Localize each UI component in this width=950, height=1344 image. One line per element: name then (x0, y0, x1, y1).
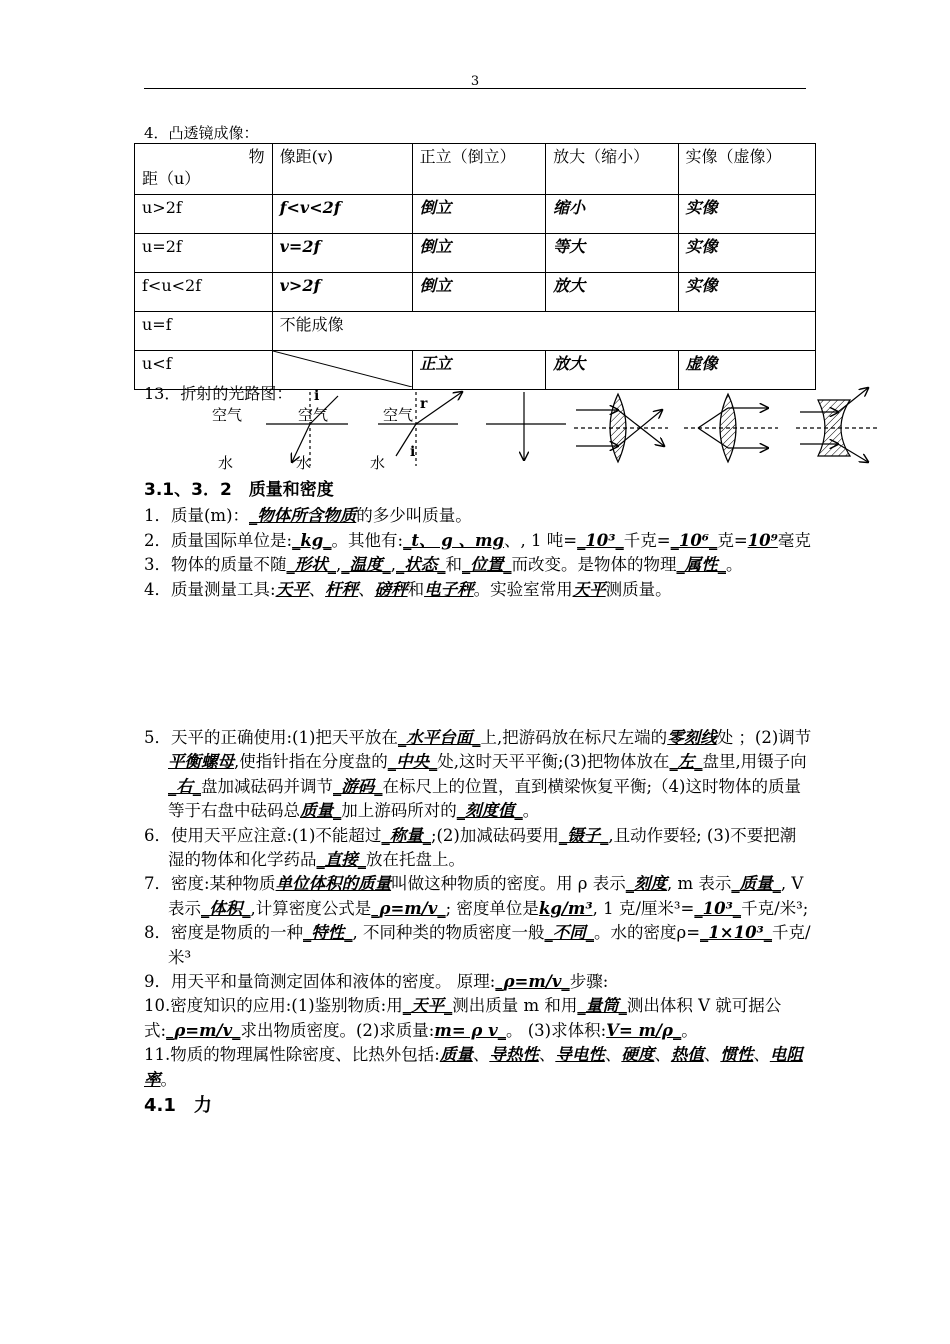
q1-answer: _物体所含物质 (249, 506, 357, 526)
table-cell: v>2f (272, 273, 412, 312)
label-water-3: 水 (370, 454, 386, 472)
q10-answer: m= ρ v_ (434, 1020, 506, 1040)
q7-answer: _ρ=m/v_ (371, 898, 446, 918)
q7-answer: _质量_ (731, 874, 781, 894)
q4-text: 和 (407, 579, 425, 599)
q9-text: 9．用天平和量筒测定固体和液体的密度。 原理: (144, 972, 496, 992)
label-air-1: 空气 (212, 406, 243, 424)
q3-answer: _属性_ (676, 555, 726, 575)
q2-text: 毫克 (777, 530, 811, 550)
lens-imaging-table (134, 143, 816, 390)
q10 (144, 994, 812, 1043)
table-row (135, 234, 816, 273)
q3-text: , (336, 555, 342, 575)
table-cell: u<f (135, 351, 273, 390)
table-cell: 放大 (546, 273, 678, 312)
table-cell: v=2f (272, 234, 412, 273)
q3-text: 和 (445, 555, 462, 575)
q2-text: 千克= (623, 530, 671, 550)
q7 (144, 872, 812, 921)
label-angle-i-1: i (314, 388, 320, 404)
q7-text: , m 表示 (667, 874, 732, 894)
q8-text: 千克/米³ (168, 923, 811, 967)
q3-text: 。 (726, 555, 743, 575)
q5-answer: 平衡螺母 (168, 752, 234, 772)
q8-text: , 不同种类的物质密度一般 (352, 923, 545, 943)
q7-text: 7．密度:某种物质 (144, 874, 276, 894)
q2-answer: _kg_ (292, 530, 332, 550)
q4-answer: 杆秤 (325, 579, 359, 599)
q10-text: 测出质量 m 和用 (452, 996, 578, 1016)
q5-answer: _中央_ (387, 752, 438, 772)
q5 (144, 726, 812, 824)
table-cell: 等大 (546, 234, 678, 273)
q3-answer: _状态_ (396, 555, 446, 575)
q11-text: 、 (753, 1045, 770, 1065)
header-object-distance-a: 物 (248, 147, 265, 166)
table-cell: 倒立 (412, 234, 545, 273)
q5-text: 在标尺上的位置，直到横梁恢复平衡;（4)这时物体的质量等于右盘中砝码总 (168, 776, 801, 821)
q7-answer: kg/m³ (538, 898, 593, 918)
q6-answer: _镊子_ (558, 825, 609, 845)
q11-text: 、 (703, 1045, 721, 1065)
q5-text: 处,这时天平平衡;(3)把物体放在 (437, 752, 670, 772)
table-cell: 不能成像 (272, 312, 815, 351)
q5-answer: _刻度值_ (456, 801, 523, 821)
label-angle-r: r (420, 396, 428, 412)
table-cell-diagonal (272, 351, 412, 390)
header-object-distance (135, 144, 273, 195)
header-image-distance: 像距(v) (272, 144, 412, 195)
q3-answer: _温度_ (341, 555, 391, 575)
q10-answer: _天平_ (402, 996, 453, 1016)
q11-answer: 质量 (439, 1045, 473, 1065)
q10-answer: _ρ=m/v_ (166, 1020, 241, 1040)
q7-answer: 单位体积的质量 (275, 874, 392, 894)
q11-text: 。 (160, 1069, 177, 1089)
header-magnification: 放大（缩小） (546, 144, 678, 195)
refraction-diagrams (205, 386, 885, 472)
q1 (144, 504, 812, 528)
q6-text: ,且动作要轻; (3)不要把潮湿的物体和化学药品 (168, 825, 797, 870)
q7-text: , 1 克/厘米³= (592, 898, 695, 918)
label-air-2: 空气 (298, 406, 329, 424)
refraction-title: 13．折射的光路图： (144, 384, 293, 403)
header-object-distance-b: 距（u） (142, 169, 201, 188)
q11-text: 、 (604, 1045, 622, 1065)
q10-text: 求出物质密度。(2)求质量: (240, 1020, 435, 1040)
q10-text: 。 (3)求体积: (505, 1020, 607, 1040)
q7-text: , V 表示 (168, 874, 804, 918)
header-rule (144, 88, 806, 89)
q6-text: 6．使用天平应注意:(1)不能超过 (144, 825, 382, 845)
q1-text: 1．质量(m)： (144, 506, 250, 526)
q5-text: 处 ；(2)调节 (716, 728, 812, 747)
table-header-row (135, 144, 816, 195)
q4-text: 测质量。 (605, 579, 672, 599)
q11-answer: 电阻率 (144, 1045, 803, 1089)
q5-answer: _游码_ (333, 776, 383, 796)
q10-text: 测出体积 V 就可据公式: (144, 996, 782, 1040)
q11-text: 、 (654, 1045, 671, 1065)
q7-text: ; 密度单位是 (445, 898, 539, 918)
q7-answer: _刻度 (625, 874, 668, 894)
q5-text: 盘里,用镊子向 (702, 752, 807, 772)
q10-text: 10.密度知识的应用:(1)鉴别物质:用 (144, 996, 403, 1016)
q9 (144, 970, 812, 994)
q11 (144, 1043, 812, 1092)
q4-text: 、 (308, 579, 326, 599)
q2-answer: _10³_ (577, 530, 624, 550)
table-cell: 缩小 (546, 195, 678, 234)
q9-text: 步骤: (569, 972, 609, 992)
table-cell: 正立 (412, 351, 545, 390)
q11-answer: 导电性 (555, 1045, 605, 1065)
q5-answer: _右_ (168, 776, 201, 796)
q2-answer: _10⁶_ (670, 530, 718, 550)
q3-answer: _位置_ (462, 555, 512, 575)
table-row (135, 273, 816, 312)
q5-text: 5．天平的正确使用:(1)把天平放在 (144, 728, 398, 747)
q5-text: 上,把游码放在标尺左端的 (480, 728, 668, 747)
q7-text: ,计算密度公式是 (250, 898, 372, 918)
q6-text: 放在托盘上。 (366, 850, 465, 870)
q11-text: 11.物质的物理属性除密度、比热外包括: (144, 1045, 440, 1065)
lens-title: 4．凸透镜成像： (144, 124, 259, 142)
q10-text: 。 (681, 1020, 698, 1040)
q4-answer: 电子秤 (424, 579, 474, 599)
q3-text: 而改变。是物体的物理 (511, 555, 677, 575)
q8-answer: _1×10³_ (700, 923, 773, 943)
q2-text: 、, 1 吨= (504, 530, 578, 550)
table-cell: 实像 (678, 195, 815, 234)
q3-text: , (390, 555, 396, 575)
q2-text: 。其他有: (331, 530, 404, 550)
label-water-2: 水 (296, 454, 312, 472)
table-row (135, 195, 816, 234)
table-cell: 倒立 (412, 273, 545, 312)
q2-text: 克= (717, 530, 748, 550)
q5-text: 。 (522, 801, 540, 821)
q10-answer: _量筒_ (577, 996, 627, 1016)
q6-answer: _称量_ (381, 825, 431, 845)
page-number: 3 (470, 74, 480, 89)
q4-text: 4．质量测量工具: (144, 579, 276, 599)
q10-answer: V= m/ρ_ (606, 1020, 682, 1040)
q11-answer: 惯性 (720, 1045, 754, 1065)
q5-answer: 零刻线 (667, 728, 717, 747)
q7-answer: _10³_ (694, 898, 742, 918)
diagonal-line (273, 351, 412, 387)
q11-answer: 硬度 (621, 1045, 655, 1065)
header-orientation: 正立（倒立） (412, 144, 545, 195)
table-cell: 放大 (546, 351, 678, 390)
q6-answer: _直接_ (316, 850, 366, 870)
label-angle-i-2: i (410, 444, 416, 460)
table-cell: 虚像 (678, 351, 815, 390)
q4-answer: 天平 (275, 579, 309, 599)
label-water-1: 水 (218, 454, 234, 472)
table-cell: u=2f (135, 234, 273, 273)
table-cell: 实像 (678, 234, 815, 273)
q5-text: 盘加减砝码并调节 (201, 776, 333, 796)
next-section-title: 4.1 力 (144, 1095, 212, 1117)
q7-text: 叫做这种物质的密度。用 ρ 表示 (391, 874, 626, 894)
q9-answer: _ρ=m/v_ (495, 972, 570, 992)
q8-text: 。水的密度ρ= (594, 923, 701, 943)
q4 (144, 578, 812, 602)
q5-text: ,使指针指在分度盘的 (234, 752, 388, 772)
q11-answer: 热值 (670, 1045, 704, 1065)
q2-text: 2．质量国际单位是: (144, 530, 293, 550)
q11-text: 、 (472, 1045, 490, 1065)
table-row (135, 312, 816, 351)
table-cell: 倒立 (412, 195, 545, 234)
table-cell: u=f (135, 312, 273, 351)
q4-answer: 天平 (572, 579, 606, 599)
table-cell: f<u<2f (135, 273, 273, 312)
q6-text: ;(2)加减砝码要用 (430, 825, 559, 845)
header-image-type: 实像（虚像） (678, 144, 815, 195)
q3-text: 3．物体的质量不随 (144, 555, 287, 575)
q11-text: 、 (538, 1045, 556, 1065)
q5-answer: _左_ (669, 752, 703, 772)
q5-text: 加上游码所对的 (341, 801, 457, 821)
q6 (144, 824, 812, 873)
q8-answer: _不同_ (544, 923, 594, 943)
q2-answer: 10⁹ (747, 530, 778, 550)
q2-answer: _t、 g 、mg (403, 530, 505, 550)
q8 (144, 921, 812, 970)
section-title: 3.1、3．2 质量和密度 (144, 480, 334, 500)
mass-density-section (144, 478, 812, 602)
q7-answer: _体积_ (201, 898, 251, 918)
q2 (144, 529, 812, 553)
q11-answer: 导热性 (489, 1045, 539, 1065)
table-cell: u>2f (135, 195, 273, 234)
q3-answer: _形状_ (286, 555, 336, 575)
table-cell: f<v<2f (272, 195, 412, 234)
q4-text: 、 (358, 579, 375, 599)
q8-answer: _特性_ (303, 923, 353, 943)
q8-text: 8．密度是物质的一种 (144, 923, 303, 943)
label-air-3: 空气 (383, 406, 414, 424)
q1-text-post: 的多少叫质量。 (356, 506, 472, 526)
q4-answer: 磅秤 (374, 579, 408, 599)
q5-answer: _水平台面_ (397, 728, 481, 747)
q3 (144, 553, 812, 577)
q4-text: 。实验室常用 (473, 579, 573, 599)
balance-section (144, 726, 812, 1119)
q5-answer: 质量_ (300, 801, 342, 821)
table-cell: 实像 (678, 273, 815, 312)
q7-text: 千克/米³; (741, 898, 809, 918)
